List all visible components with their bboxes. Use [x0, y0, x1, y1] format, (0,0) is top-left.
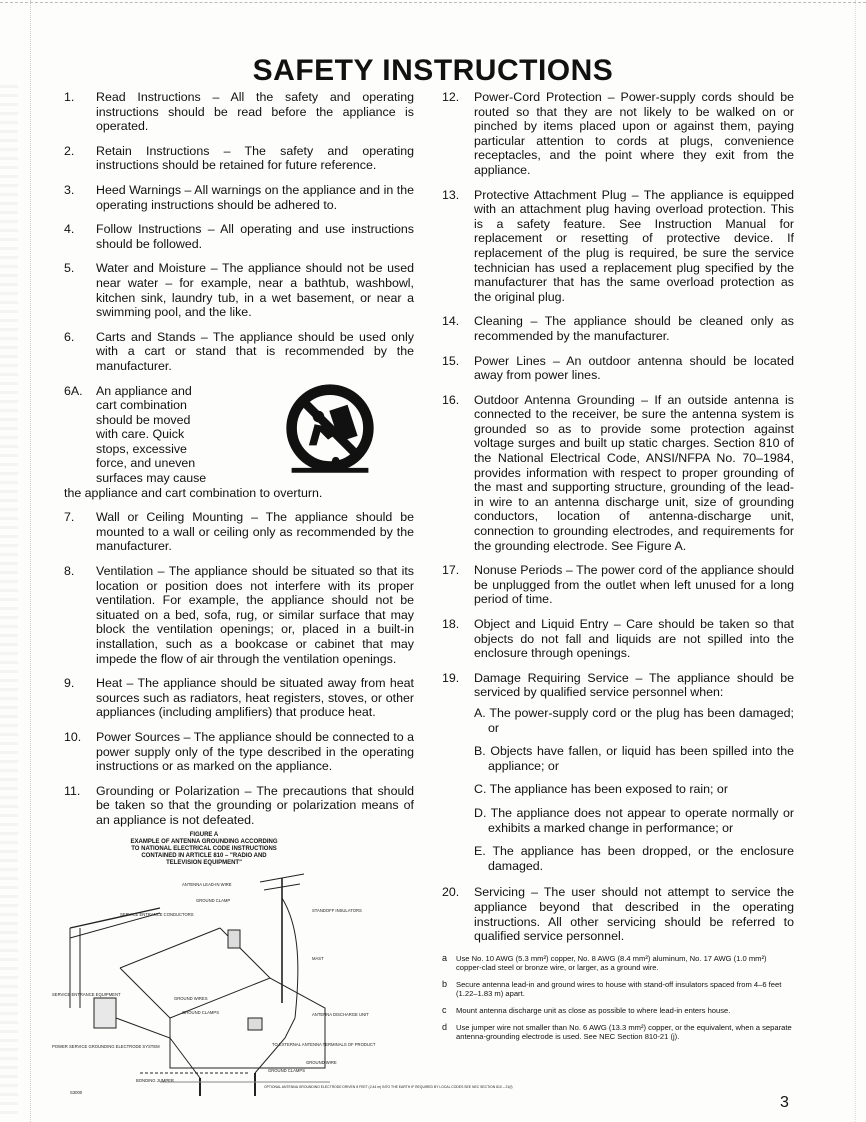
page-title: SAFETY INSTRUCTIONS [252, 54, 614, 87]
item-text: Follow Instructions – All operating and use instructions should be followed. [96, 222, 414, 251]
item-text: Ventilation – The appliance should be situated so that its location or position does not interfere with its proper ventilation. For example, the appliance should not be situated on a bed, sofa, rug, or similar surface that may block the ventilation openings; or, placed in a built-in installation, such as a bookcase or cabinet that may impede the flow of air through the ventilation openings. [96, 564, 414, 666]
item-text: Heed Warnings – All warnings on the appliance and in the operating instructions should be adhered to. [96, 182, 414, 212]
label-lead-in: ANTENNA LEAD-IN WIRE [182, 881, 232, 887]
list-item [64, 144, 414, 173]
sub-item: A. The power-supply cord or the plug has been damaged; or [474, 705, 794, 735]
item-number: 2. [64, 143, 75, 158]
item6a-line: the appliance and cart combination to overturn. [64, 485, 323, 500]
list-item [64, 183, 414, 212]
sub-item: D. The appliance does not appear to operate normally or exhibits a marked change in performance; or [474, 805, 794, 835]
item-text: Power Sources – The appliance should be connected to a power supply only of the type described in the operating instructions or as marked on the appliance. [96, 729, 414, 774]
scan-right-edge [855, 0, 856, 1122]
list-item [64, 564, 414, 666]
label-to-terminal: TO EXTERNAL ANTENNA TERMINALS OF PRODUCT [272, 1041, 376, 1047]
list-item [64, 330, 414, 374]
scan-left-speckle [0, 85, 18, 1115]
list-item [442, 354, 794, 383]
list-item [64, 222, 414, 251]
item-text: Wall or Ceiling Mounting – The appliance should be mounted to a wall or ceiling only as recommended by the manufacturer. [96, 510, 414, 554]
footnote-text: Use jumper wire not smaller than No. 6 AWG (13.3 mm²) copper, or the equivalent, when a separate antenna-grounding electrode is used. See NEC Section 810-21 (j). [456, 1022, 792, 1042]
list-item [64, 676, 414, 720]
item-text: Grounding or Polarization – The precautions that should be taken so that the grounding or polarization means of an appliance is not defeated. [96, 783, 414, 827]
item-text: Retain Instructions – The safety and operating instructions should be retained for future reference. [96, 143, 414, 173]
sub-item: B. Objects have fallen, or liquid has been spilled into the appliance; or [474, 744, 794, 773]
item-number: 15. [442, 353, 460, 368]
label-optional: OPTIONAL ANTENNA GROUNDING ELECTRODE DRIVEN 8 FEET (2.44 m) INTO THE EARTH IF REQUIRED BY LOCAL CODES SEE NEC SECTION 810 – 21(f) [264, 1084, 513, 1089]
caption-line: EXAMPLE OF ANTENNA GROUNDING ACCORDING [130, 838, 278, 845]
scan-left-edge [30, 0, 31, 1122]
sub-item: E. The appliance has been dropped, or the enclosure damaged. [474, 844, 794, 873]
list-item [442, 885, 794, 943]
footnote-text: Mount antenna discharge unit as close as possible to where lead-in enters house. [456, 1006, 731, 1016]
item-text: Cleaning – The appliance should be cleaned only as recommended by the manufacturer. [474, 314, 794, 343]
caption-line: TO NATIONAL ELECTRICAL CODE INSTRUCTIONS [131, 845, 277, 852]
item-number: 12. [442, 90, 460, 104]
item-number: 6. [64, 329, 75, 344]
item-number: 7. [64, 510, 75, 525]
right-column [442, 90, 794, 1049]
list-item [64, 261, 414, 319]
footnote [442, 1023, 794, 1042]
label-ground-wire-2: GROUND WIRE [306, 1059, 337, 1065]
list-item [442, 617, 794, 661]
label-equipment: SERVICE ENTRANCE EQUIPMENT [52, 991, 121, 997]
label-power-service: POWER SERVICE GROUNDING ELECTRODE SYSTEM [52, 1043, 160, 1049]
label-ground-wires: GROUND WIRES [174, 995, 208, 1001]
item6a-line: with care. Quick [96, 427, 185, 442]
label-ground-clamps-2: GROUND CLAMPS [268, 1067, 305, 1073]
cart-tipover-warning-icon [282, 382, 378, 478]
sub-item: C. The appliance has been exposed to rain; or [474, 782, 728, 797]
item-number: 4. [64, 222, 75, 237]
item6a-line: surfaces may cause [96, 471, 207, 486]
figure-caption [34, 832, 374, 867]
list-item [64, 784, 414, 828]
scan-top-edge [0, 2, 866, 3]
label-standoff: STANDOFF INSULATORS [312, 907, 362, 913]
footnote-mark: c [442, 1005, 447, 1016]
item-text: Power-Cord Protection – Power-supply cords should be routed so that they are not likely to be walked on or pinched by items placed upon or against them, paying particular attention to cords at plugs, convenience receptacles, and the point where they exit from the appliance. [474, 90, 794, 177]
page-number: 3 [780, 1094, 789, 1111]
item-number: 8. [64, 564, 75, 579]
label-mast: MAST [312, 955, 324, 961]
item-number: 16. [442, 392, 460, 407]
label-service-drop: SERVICE ENTRANCE CONDUCTORS [120, 911, 194, 917]
item6a-line: should be moved [96, 412, 191, 427]
item6a-line: cart combination [96, 398, 187, 413]
item6a-line: An appliance and [96, 383, 192, 398]
footnote-text: Secure antenna lead-in and ground wires to house with stand-off insulators spaced from 4–6 feet (1.22–1.83 m) apart. [456, 979, 782, 999]
footnote [442, 980, 794, 999]
list-item [442, 314, 794, 343]
item-text: Heat – The appliance should be situated away from heat sources such as radiators, heat registers, stoves, or other appliances (including amplifiers) that produce heat. [96, 676, 414, 720]
list-item [442, 90, 794, 178]
item-text: Servicing – The user should not attempt to service the appliance beyond that described in the operating instructions. All other servicing should be referred to qualified service personnel. [474, 885, 794, 944]
item-number: 13. [442, 187, 460, 202]
caption-line: CONTAINED IN ARTICLE 810 – "RADIO AND [141, 852, 267, 859]
footnote-mark: a [442, 952, 448, 963]
item-text: Water and Moisture – The appliance should not be used near water – for example, near a bathtub, washbowl, kitchen sink, laundry tub, in a wet basement, or near a swimming pool, and the like. [96, 261, 414, 320]
item-text: Damage Requiring Service – The appliance should be serviced by qualified service personnel when: [474, 670, 794, 700]
item-number: 10. [64, 729, 82, 744]
list-item [442, 671, 794, 700]
list-item [64, 730, 414, 774]
item-number: 11. [64, 783, 81, 798]
footnotes [442, 954, 794, 1042]
item-text: Object and Liquid Entry – Care should be taken so that objects do not fall and liquids are not spilled into the enclosure through openings. [474, 617, 794, 661]
list-item [442, 563, 794, 607]
item-number: 18. [442, 617, 460, 631]
list-item [442, 393, 794, 554]
item-number: 1. [64, 90, 75, 104]
label-ground-clamps: GROUND CLAMPS [182, 1009, 219, 1015]
label-bonding: BONDING JUMPER [136, 1077, 174, 1083]
list-item [64, 510, 414, 554]
label-ground-clamp: GROUND CLAMP [196, 897, 231, 903]
item-number: 9. [64, 676, 75, 691]
item-number: 20. [442, 885, 460, 900]
list-item-6a [64, 384, 414, 501]
item6a-line: stops, excessive [96, 441, 187, 456]
item-number: 17. [442, 563, 460, 578]
item-number: 3. [64, 182, 75, 197]
footnote-mark: d [442, 1021, 448, 1032]
item-number: 6A. [64, 383, 83, 398]
item-text: Carts and Stands – The appliance should be used only with a cart or stand that is recommended by the manufacturer. [96, 329, 414, 373]
item-text: Nonuse Periods – The power cord of the appliance should be unplugged from the outlet when left unused for a long period of time. [474, 563, 794, 607]
caption-line: TELEVISION EQUIPMENT" [166, 859, 242, 866]
footnote-mark: b [442, 978, 448, 989]
item-number: 14. [442, 314, 460, 329]
footnote-text: Use No. 10 AWG (5.3 mm²) copper, No. 8 AWG (8.4 mm²) aluminum, No. 17 AWG (1.0 mm²) copper-clad steel or bronze wire, or larger, as a ground wire. [456, 953, 767, 973]
list-item [442, 188, 794, 305]
footnote [442, 1006, 794, 1016]
item-text: Power Lines – An outdoor antenna should be located away from power lines. [474, 353, 794, 383]
label-discharge: ANTENNA DISCHARGE UNIT [312, 1011, 369, 1017]
footnote [442, 954, 794, 973]
label-code: S3000 [70, 1089, 83, 1095]
item-number: 5. [64, 261, 75, 276]
item-text: Protective Attachment Plug – The appliance is equipped with an attachment plug having overload protection. This is a safety feature. See Instruction Manual for replacement or resetting of protective device. If replacement of the plug is required, be sure the service technician has used a replacement plug specified by the manufacturer that has the same overload protection as the original plug. [474, 187, 794, 304]
item6a-line: force, and uneven [96, 456, 196, 471]
item-number: 19. [442, 670, 460, 685]
item-text: Outdoor Antenna Grounding – If an outside antenna is connected to the receiver, be sure the antenna system is grounded so as to provide some protection against voltage surges and built up static charges. Section 810 of the National Electrical Code, ANSI/NFPA No. 70–1984, provides information with respect to proper grounding of the mast and supporting structure, grounding of the lead-in wire to an antenna discharge unit, size of grounding conductors, location of antenna-discharge unit, connection to grounding electrodes, and requirements for the grounding electrode. See Figure A. [474, 392, 794, 553]
caption-line: FIGURE A [189, 831, 219, 838]
list-item [64, 90, 414, 134]
item-text: Read Instructions – All the safety and operating instructions should be read before the appliance is operated. [96, 90, 414, 134]
